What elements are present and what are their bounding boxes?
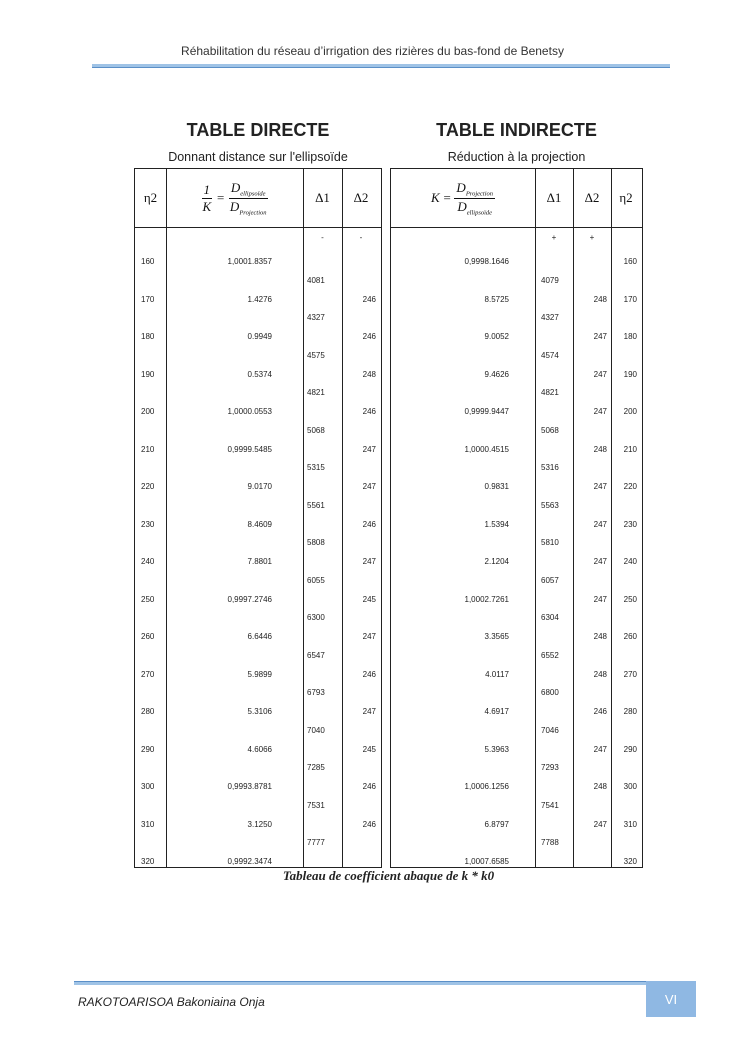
- direct-eta-cell: 170: [141, 294, 155, 304]
- indirect-value-cell: 4.6917: [484, 707, 509, 716]
- direct-delta2-cell: 246: [362, 407, 376, 416]
- direct-delta2-cell: 246: [362, 519, 376, 529]
- indirect-eta-cell: 230: [623, 519, 637, 529]
- direct-eta-cell: 220: [141, 482, 155, 491]
- direct-value-cell: 4.6066: [247, 744, 272, 754]
- indirect-delta2-cell: 247: [593, 482, 607, 491]
- direct-eta-cell: 280: [141, 707, 155, 716]
- indirect-delta2-column: [573, 169, 611, 867]
- direct-delta2-cell: 246: [362, 819, 376, 829]
- direct-delta2-cell: 247: [362, 444, 376, 454]
- indirect-k: K: [430, 190, 440, 205]
- direct-value-cell: 0,9999.5485: [227, 444, 272, 454]
- direct-delta2-column: [342, 169, 380, 867]
- direct-delta2-cell: 247: [362, 707, 376, 716]
- direct-delta1-cell: 4081: [307, 275, 325, 285]
- indirect-header-rule: [391, 227, 642, 228]
- indirect-eta-cell: 250: [623, 594, 637, 604]
- direct-den-d: D: [229, 198, 240, 214]
- indirect-delta1-cell: 6304: [541, 613, 559, 623]
- abaque-tables: [134, 120, 643, 883]
- direct-delta1-cell: 7777: [307, 838, 325, 848]
- header-rule: [92, 64, 670, 68]
- indirect-delta2-cell: 247: [593, 557, 607, 566]
- direct-num-d: D: [230, 179, 241, 195]
- direct-delta1-cell: 6793: [307, 688, 325, 698]
- direct-eta-cell: 190: [141, 369, 155, 379]
- direct-delta1-cell: 5561: [307, 500, 325, 510]
- indirect-delta1-cell: 6800: [541, 688, 559, 698]
- direct-delta1-cell: 4327: [307, 313, 325, 323]
- direct-value-cell: 8.4609: [247, 519, 272, 529]
- direct-eta-column: [135, 169, 166, 867]
- direct-one: 1: [203, 181, 211, 197]
- direct-table-subtitle: Donnant distance sur l'ellipsoïde: [168, 150, 348, 164]
- indirect-delta2-cell: 247: [593, 332, 607, 341]
- footer-author: RAKOTOARISOA Bakoniaina Onja: [78, 995, 265, 1009]
- direct-header-rule: [135, 227, 381, 228]
- direct-value-cell: 1,0001.8357: [227, 257, 272, 266]
- indirect-value-cell: 8.5725: [484, 294, 509, 304]
- indirect-delta1-cell: 4821: [541, 388, 559, 398]
- indirect-value-cell: 0.9831: [484, 482, 509, 491]
- direct-delta2-cell: 247: [362, 632, 376, 641]
- indirect-value-cell: 3.3565: [484, 632, 509, 641]
- direct-eta-cell: 160: [141, 257, 155, 266]
- direct-table: [134, 168, 382, 868]
- indirect-value-cell: 1,0007.6585: [464, 857, 509, 866]
- indirect-delta2-cell: 247: [593, 519, 607, 529]
- direct-delta1-cell: 7040: [307, 725, 325, 735]
- indirect-eta-cell: 300: [623, 782, 637, 791]
- direct-delta2-cell: 247: [362, 482, 376, 491]
- indirect-value-cell: 1,0006.1256: [464, 782, 509, 791]
- direct-eta-cell: 300: [141, 782, 155, 791]
- indirect-eta-cell: 190: [623, 369, 637, 379]
- indirect-delta1-cell: 6057: [541, 575, 559, 585]
- indirect-formula-header: [391, 169, 535, 227]
- indirect-den-d: D: [457, 198, 467, 214]
- indirect-value-cell: 0,9999.9447: [464, 407, 509, 416]
- direct-delta1-sign: -: [321, 233, 324, 242]
- direct-eta-cell: 260: [141, 632, 155, 641]
- direct-value-cell: 0,9992.3474: [227, 857, 272, 866]
- indirect-delta2-sign: +: [589, 233, 595, 242]
- direct-delta2-cell: 246: [362, 294, 376, 304]
- direct-delta1-cell: 7285: [307, 763, 325, 773]
- indirect-delta2-cell: 247: [593, 744, 607, 754]
- indirect-eta-cell: 160: [623, 257, 637, 266]
- indirect-delta2-cell: 247: [593, 819, 607, 829]
- indirect-delta1-cell: 5068: [541, 425, 559, 435]
- direct-delta1-header: Δ1: [315, 190, 330, 205]
- indirect-delta1-cell: 4327: [541, 313, 559, 323]
- indirect-delta1-cell: 7788: [541, 838, 559, 848]
- direct-delta1-cell: 4821: [307, 388, 325, 398]
- indirect-eta-cell: 240: [623, 557, 637, 566]
- direct-k: K: [202, 198, 212, 214]
- indirect-delta2-cell: 247: [593, 369, 607, 379]
- indirect-delta2-cell: 247: [593, 407, 607, 416]
- direct-delta1-cell: 6547: [307, 650, 325, 660]
- direct-delta2-cell: 248: [362, 369, 376, 379]
- indirect-value-cell: 5.3963: [484, 744, 509, 754]
- direct-num-sub: ellipsoïde: [240, 190, 266, 198]
- direct-value-cell: 0,9993.8781: [227, 782, 272, 791]
- indirect-delta2-cell: 247: [593, 594, 607, 604]
- direct-delta1-cell: 5808: [307, 538, 325, 548]
- indirect-value-cell: 9.0052: [484, 332, 509, 341]
- direct-delta2-header: Δ2: [353, 190, 369, 205]
- indirect-eta-cell: 280: [623, 707, 637, 716]
- indirect-delta2-cell: 248: [593, 632, 607, 641]
- direct-den-sub: Projection: [239, 209, 267, 217]
- indirect-value-cell: 1,0000.4515: [464, 444, 509, 454]
- indirect-den-sub: ellipsoïde: [466, 209, 493, 217]
- indirect-delta2-cell: 248: [593, 444, 607, 454]
- direct-eta-cell: 230: [141, 519, 155, 529]
- direct-eta-cell: 250: [141, 594, 155, 604]
- indirect-delta1-cell: 4574: [541, 350, 559, 360]
- direct-eta-header: η2: [143, 190, 158, 205]
- direct-eta-cell: 310: [141, 819, 155, 829]
- direct-delta1-cell: 7531: [307, 800, 325, 810]
- indirect-eta-cell: 170: [623, 294, 637, 304]
- indirect-eta-cell: 220: [623, 482, 637, 491]
- direct-equals: =: [216, 190, 225, 205]
- indirect-delta2-header: Δ2: [584, 190, 600, 205]
- indirect-eta-cell: 210: [623, 444, 637, 454]
- direct-delta2-cell: 246: [362, 332, 376, 341]
- direct-delta2-cell: 246: [362, 782, 376, 791]
- indirect-delta1-cell: 7046: [541, 725, 559, 735]
- indirect-value-cell: 4.0117: [485, 669, 509, 679]
- table-caption: Tableau de coefficient abaque de k * k0: [282, 868, 495, 883]
- page-number: VI: [646, 981, 696, 1017]
- direct-delta1-cell: 4575: [307, 350, 325, 360]
- direct-eta-cell: 210: [141, 444, 155, 454]
- direct-delta1-cell: 6300: [307, 613, 325, 623]
- direct-value-cell: 1,0000.0553: [227, 407, 272, 416]
- indirect-table-title: TABLE INDIRECTE: [436, 120, 597, 140]
- indirect-delta2-cell: 246: [593, 707, 607, 716]
- direct-value-cell: 3.1250: [247, 819, 272, 829]
- direct-value-cell: 9.0170: [247, 482, 272, 491]
- indirect-value-cell: 1,0002.7261: [464, 594, 509, 604]
- indirect-eta-cell: 310: [623, 819, 637, 829]
- direct-delta2-cell: 245: [362, 744, 376, 754]
- indirect-eta-cell: 180: [623, 332, 637, 341]
- footer-rule: [74, 981, 646, 985]
- indirect-delta1-cell: 7293: [541, 763, 559, 773]
- indirect-delta1-cell: 4079: [541, 275, 559, 285]
- direct-value-cell: 7.8801: [247, 557, 272, 566]
- indirect-eta-column: [611, 169, 641, 867]
- indirect-table: [390, 168, 643, 868]
- indirect-value-column: [391, 169, 535, 867]
- indirect-eta-cell: 290: [623, 744, 637, 754]
- indirect-value-cell: 1.5394: [484, 519, 509, 529]
- indirect-table-subtitle: Réduction à la projection: [447, 150, 586, 164]
- indirect-eta-cell: 260: [623, 632, 637, 641]
- direct-delta2-cell: 246: [362, 669, 376, 679]
- direct-value-cell: 1.4276: [247, 294, 272, 304]
- direct-table-title: TABLE DIRECTE: [186, 120, 330, 140]
- direct-delta2-cell: 247: [362, 557, 376, 566]
- direct-eta-cell: 290: [141, 744, 155, 754]
- running-header: Réhabilitation du réseau d’irrigation des rizières du bas-fond de Benetsy: [181, 44, 564, 58]
- direct-delta2-cell: 245: [362, 594, 376, 604]
- direct-eta-cell: 320: [141, 857, 155, 866]
- direct-delta1-cell: 5315: [307, 463, 325, 473]
- indirect-delta2-cell: 248: [593, 669, 607, 679]
- indirect-delta1-sign: +: [551, 233, 557, 242]
- direct-formula-header: [166, 169, 303, 227]
- indirect-value-cell: 6.8797: [484, 819, 509, 829]
- indirect-delta1-cell: 5316: [541, 463, 559, 473]
- direct-value-column: [166, 169, 303, 867]
- indirect-delta1-cell: 6552: [541, 650, 559, 660]
- indirect-num-d: D: [456, 179, 466, 195]
- indirect-eta-cell: 200: [623, 407, 637, 416]
- indirect-num-sub: Projection: [465, 190, 494, 198]
- indirect-eta-header: η2: [619, 190, 633, 205]
- direct-delta2-sign: -: [359, 233, 363, 242]
- indirect-delta1-cell: 7541: [541, 800, 559, 810]
- direct-eta-cell: 240: [141, 557, 155, 566]
- indirect-value-cell: 2.1204: [484, 557, 509, 566]
- indirect-delta2-cell: 248: [593, 782, 607, 791]
- direct-value-cell: 0,9997.2746: [227, 594, 272, 604]
- direct-eta-cell: 270: [141, 669, 155, 679]
- indirect-equals: =: [442, 190, 452, 205]
- direct-value-cell: 6.6446: [247, 632, 272, 641]
- direct-value-cell: 5.9899: [247, 669, 272, 679]
- indirect-value-cell: 0,9998.1646: [464, 257, 509, 266]
- indirect-delta1-cell: 5563: [541, 500, 559, 510]
- indirect-delta1-header: Δ1: [546, 190, 562, 205]
- direct-eta-cell: 180: [141, 332, 155, 341]
- direct-value-cell: 0.9949: [247, 332, 272, 341]
- indirect-eta-cell: 270: [623, 669, 637, 679]
- indirect-value-cell: 9.4626: [484, 369, 509, 379]
- direct-value-cell: 0.5374: [247, 369, 272, 379]
- direct-delta1-cell: 5068: [307, 425, 325, 435]
- direct-value-cell: 5.3106: [247, 707, 272, 716]
- indirect-delta2-cell: 248: [593, 294, 607, 304]
- direct-delta1-cell: 6055: [307, 575, 325, 585]
- indirect-delta1-cell: 5810: [541, 538, 559, 548]
- direct-eta-cell: 200: [141, 407, 155, 416]
- indirect-eta-cell: 320: [623, 857, 637, 866]
